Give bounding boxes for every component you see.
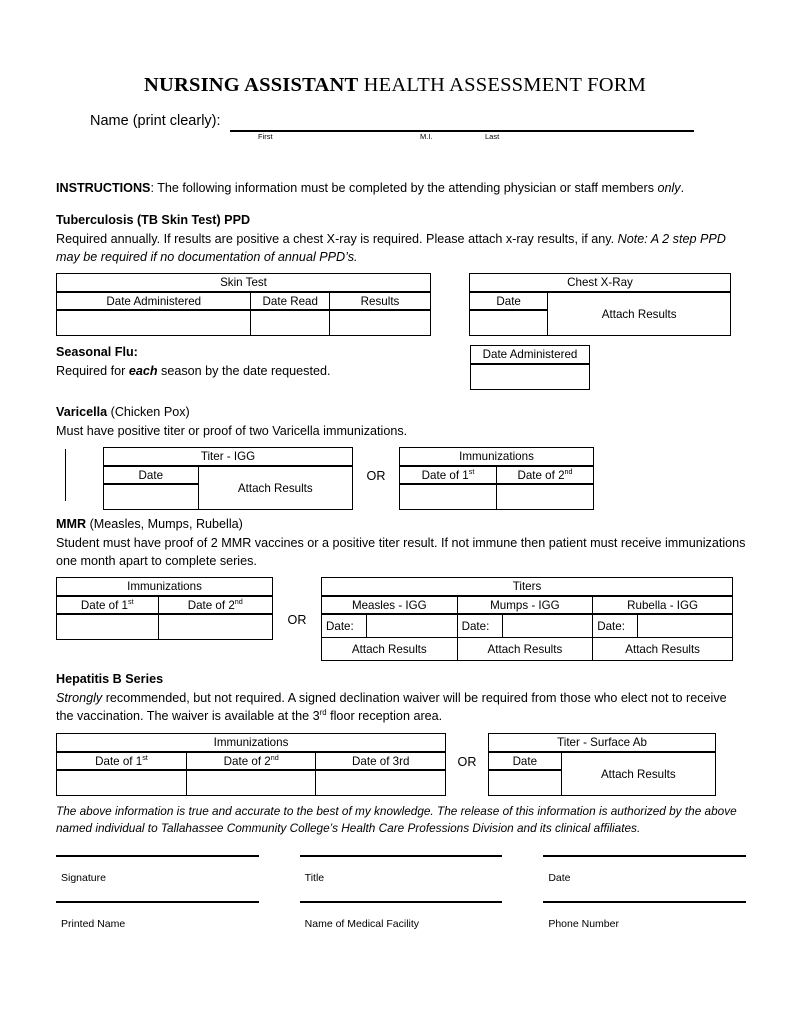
name-sublabel-last: Last xyxy=(485,132,500,141)
varicella-immunizations-col-first xyxy=(400,466,497,484)
chest-xray-input-date[interactable] xyxy=(470,310,548,336)
section-seasonal-flu xyxy=(56,344,746,380)
hepatitis-b-body-mid: recommended, but not required. A signed declination waiver will be required from those who elect not to receive the vaccination. The waiver is available at the 3 xyxy=(56,690,727,723)
mmr-immunizations-input-first[interactable] xyxy=(57,614,159,640)
chest-xray-table[interactable] xyxy=(469,273,731,336)
instructions-period: . xyxy=(680,181,685,195)
signature-field-title xyxy=(300,855,503,884)
section-hepatitis-b xyxy=(56,671,746,725)
varicella-titer-col-date: Date xyxy=(104,466,199,484)
varicella-titer-table[interactable] xyxy=(103,447,353,510)
tuberculosis-body-text: Required annually. If results are positive a chest X-ray is required. Please attach x-ray results, if any. xyxy=(56,231,618,246)
mmr-immunizations-col-first xyxy=(57,596,159,614)
instructions-emphasis: only xyxy=(657,181,681,195)
mmr-titers-mumps-attach[interactable]: Attach Results xyxy=(457,638,593,661)
mmr-body: Student must have proof of 2 MMR vaccines or a positive titer result. If not immune then patient must receive immunizations one month apart to complete series. xyxy=(56,535,746,568)
mmr-titers-table[interactable] xyxy=(321,577,733,661)
seasonal-flu-body xyxy=(56,362,746,380)
mmr-or-label: OR xyxy=(287,613,307,627)
hepatitis-b-tables xyxy=(56,733,746,796)
hepatitis-b-col-third: Date of 3rd xyxy=(316,752,446,770)
page-title-light: HEALTH ASSESSMENT FORM xyxy=(363,74,647,96)
hepatitis-b-body-end: floor reception area. xyxy=(326,708,443,723)
hepatitis-b-body-sup: rd xyxy=(319,707,327,717)
hepatitis-b-immunizations-title: Immunizations xyxy=(57,734,446,753)
varicella-col1-sup: st xyxy=(468,466,475,476)
mmr-heading-rest: (Measles, Mumps, Rubella) xyxy=(86,517,243,531)
mmr-titers-rubella-attach[interactable]: Attach Results xyxy=(593,638,733,661)
mmr-col2-text: Date of 2 xyxy=(187,598,235,612)
skin-test-col-results: Results xyxy=(330,292,431,310)
hepatitis-b-titer-col-date: Date xyxy=(489,752,562,770)
tuberculosis-body-note: Note: A 2 step PPD may be required if no documentation of annual PPD’s. xyxy=(56,231,726,264)
mmr-col1-text: Date of 1 xyxy=(80,598,128,612)
mmr-titers-rubella-date-label: Date: xyxy=(593,614,638,638)
skin-test-table[interactable] xyxy=(56,273,431,336)
varicella-immunizations-col-second xyxy=(497,466,594,484)
varicella-tables xyxy=(56,447,746,510)
name-field-row xyxy=(90,113,690,143)
signature-field-date xyxy=(543,855,746,884)
hepatitis-b-titer-input-date[interactable] xyxy=(489,770,562,796)
mmr-titers-measles-date-label: Date: xyxy=(322,614,367,638)
hepatitis-b-or-label: OR xyxy=(457,755,477,769)
varicella-col2-text: Date of 2 xyxy=(517,468,565,482)
hepatitis-b-col-second xyxy=(186,752,316,770)
hep-col1-sup: st xyxy=(142,752,148,762)
instructions-text: : The following information must be completed by the attending physician or staff members xyxy=(150,181,658,195)
hep-col2-sup: nd xyxy=(270,752,279,762)
varicella-heading xyxy=(56,404,746,422)
skin-test-col-date-read: Date Read xyxy=(251,292,330,310)
hepatitis-b-input-third[interactable] xyxy=(316,770,446,796)
hep-col2-text: Date of 2 xyxy=(223,754,271,768)
hepatitis-b-titer-attach-results[interactable]: Attach Results xyxy=(561,752,715,796)
skin-test-input-date-administered[interactable] xyxy=(57,310,251,336)
mmr-titers-mumps-date-input[interactable] xyxy=(502,614,592,638)
instructions-label: INSTRUCTIONS xyxy=(56,181,151,195)
seasonal-flu-table[interactable] xyxy=(470,345,590,390)
mmr-titers-col-measles: Measles - IGG xyxy=(322,596,458,614)
signature-block xyxy=(56,855,746,947)
seasonal-flu-heading: Seasonal Flu: xyxy=(56,345,138,359)
varicella-titer-input-date[interactable] xyxy=(104,484,199,510)
section-varicella xyxy=(56,404,746,440)
hep-col1-text: Date of 1 xyxy=(95,754,143,768)
skin-test-col-date-administered: Date Administered xyxy=(57,292,251,310)
signature-label-printed-name: Printed Name xyxy=(61,918,126,930)
mmr-titers-measles-attach[interactable]: Attach Results xyxy=(322,638,458,661)
mmr-col1-sup: st xyxy=(127,596,134,606)
mmr-tables xyxy=(56,577,746,661)
name-sublabel-mi: M.I. xyxy=(420,132,433,141)
seasonal-flu-col-date-administered: Date Administered xyxy=(471,346,590,365)
chest-xray-attach-results[interactable]: Attach Results xyxy=(548,292,731,336)
varicella-heading-rest: (Chicken Pox) xyxy=(107,405,190,419)
mmr-immunizations-col-second xyxy=(158,596,272,614)
varicella-heading-bold: Varicella xyxy=(56,405,108,419)
varicella-or-label: OR xyxy=(366,469,386,483)
hepatitis-b-heading: Hepatitis B Series xyxy=(56,672,164,686)
varicella-immunizations-input-second[interactable] xyxy=(497,484,594,510)
hepatitis-b-body xyxy=(56,689,746,726)
varicella-titer-title: Titer - IGG xyxy=(104,448,353,467)
tuberculosis-body xyxy=(56,230,746,267)
signature-label-date: Date xyxy=(548,872,571,884)
hepatitis-b-titer-table[interactable] xyxy=(488,733,716,796)
skin-test-title: Skin Test xyxy=(57,274,431,293)
mmr-immunizations-input-second[interactable] xyxy=(158,614,272,640)
mmr-immunizations-table[interactable] xyxy=(56,577,273,640)
mmr-col2-sup: nd xyxy=(234,596,243,606)
seasonal-flu-body-post: season by the date requested. xyxy=(157,363,331,378)
signature-label-signature: Signature xyxy=(61,872,106,884)
name-sublabel-first: First xyxy=(258,132,273,141)
signature-field-printed-name xyxy=(56,901,259,930)
name-field-label: Name (print clearly): xyxy=(90,113,221,129)
signature-row-2 xyxy=(56,901,746,930)
mmr-titers-col-rubella: Rubella - IGG xyxy=(593,596,733,614)
chest-xray-title: Chest X-Ray xyxy=(470,274,731,293)
section-mmr xyxy=(56,516,746,570)
mmr-heading xyxy=(56,516,746,534)
hepatitis-b-col-first xyxy=(57,752,187,770)
seasonal-flu-input-date[interactable] xyxy=(471,364,590,390)
varicella-titer-attach-results[interactable]: Attach Results xyxy=(198,466,352,510)
varicella-immunizations-title: Immunizations xyxy=(400,448,594,467)
skin-test-input-date-read[interactable] xyxy=(251,310,330,336)
signature-label-title: Title xyxy=(304,872,325,884)
name-sublabels xyxy=(230,132,690,144)
mmr-titers-measles-date-input[interactable] xyxy=(367,614,457,638)
signature-field-medical-facility xyxy=(300,901,503,930)
signature-row-1 xyxy=(56,855,746,884)
mmr-titers-rubella-date-input[interactable] xyxy=(638,614,733,638)
hepatitis-b-immunizations-table[interactable] xyxy=(56,733,446,796)
varicella-col1-text: Date of 1 xyxy=(421,468,469,482)
seasonal-flu-table-wrap xyxy=(470,345,590,390)
varicella-immunizations-table[interactable] xyxy=(399,447,594,510)
varicella-immunizations-input-first[interactable] xyxy=(400,484,497,510)
skin-test-input-results[interactable] xyxy=(330,310,431,336)
hepatitis-b-body-italic: Strongly xyxy=(56,690,103,705)
signature-field-signature xyxy=(56,855,259,884)
seasonal-flu-body-pre: Required for xyxy=(56,363,129,378)
varicella-body: Must have positive titer or proof of two Varicella immunizations. xyxy=(56,423,408,438)
instructions-paragraph xyxy=(56,180,746,197)
varicella-left-tick xyxy=(65,449,66,501)
page-title xyxy=(0,74,790,97)
attestation-paragraph: The above information is true and accurate to the best of my knowledge. The release of this information is authorized by the above named individual to Tallahassee Community College’s Health Care Professions Division and its clinical affiliates. xyxy=(56,804,737,836)
mmr-heading-bold: MMR xyxy=(56,517,87,531)
mmr-immunizations-title: Immunizations xyxy=(57,578,273,597)
chest-xray-col-date: Date xyxy=(470,292,548,310)
hepatitis-b-titer-title: Titer - Surface Ab xyxy=(489,734,716,753)
section-tuberculosis xyxy=(56,212,746,266)
mmr-titers-title: Titers xyxy=(322,578,733,597)
tuberculosis-tables xyxy=(56,273,746,336)
hepatitis-b-input-first[interactable] xyxy=(57,770,187,796)
signature-label-medical-facility: Name of Medical Facility xyxy=(304,918,420,930)
mmr-titers-col-mumps: Mumps - IGG xyxy=(457,596,593,614)
hepatitis-b-input-second[interactable] xyxy=(186,770,316,796)
varicella-col2-sup: nd xyxy=(564,466,573,476)
signature-field-phone-number xyxy=(543,901,746,930)
page-title-bold: NURSING ASSISTANT xyxy=(143,74,359,96)
tuberculosis-heading: Tuberculosis (TB Skin Test) PPD xyxy=(56,213,251,227)
seasonal-flu-body-emphasis: each xyxy=(128,363,158,378)
signature-label-phone-number: Phone Number xyxy=(548,918,619,930)
mmr-titers-mumps-date-label: Date: xyxy=(457,614,502,638)
